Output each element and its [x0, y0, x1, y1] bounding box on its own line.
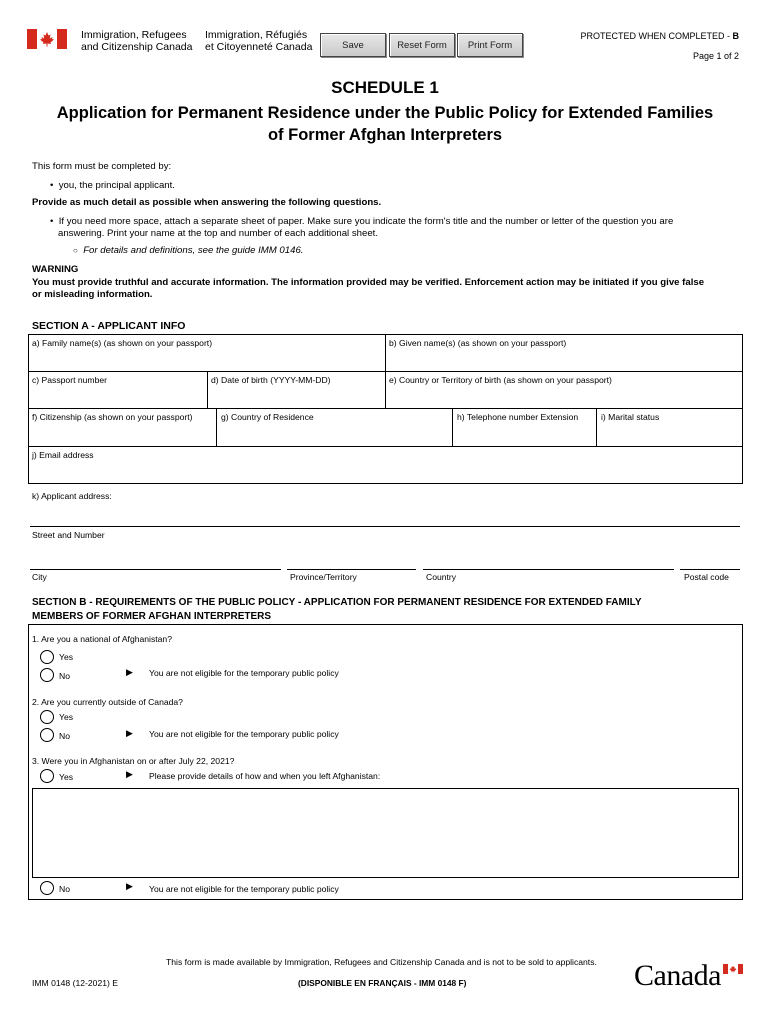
bullet-guide: ○ For details and definitions, see the guide IMM 0146. — [73, 245, 304, 256]
q3-no-radio[interactable] — [40, 881, 54, 895]
bullet-principal: • you, the principal applicant. — [50, 180, 175, 191]
q1-no-radio[interactable] — [40, 668, 54, 682]
form-id: IMM 0148 (12-2021) E — [32, 978, 118, 988]
q1-yes-label: Yes — [59, 652, 74, 662]
arrow-icon: ▶ — [126, 728, 133, 738]
q3-provide-details: Please provide details of how and when you left Afghanistan: — [149, 771, 381, 781]
street-field[interactable]: Street and Number — [32, 530, 105, 540]
q3-yes-radio[interactable] — [40, 769, 54, 783]
country-of-birth-field[interactable]: e) Country or Territory of birth (as shown on your passport) — [389, 375, 612, 385]
q3-no-label: No — [59, 884, 70, 894]
province-field[interactable]: Province/Territory — [290, 572, 357, 582]
q1-no-label: No — [59, 671, 70, 681]
question-3: 3. Were you in Afghanistan on or after July 22, 2021? — [32, 756, 235, 766]
footer-notice: This form is made available by Immigration, Refugees and Citizenship Canada and is not to be sold to applicants. — [166, 957, 597, 967]
postal-line — [680, 569, 740, 570]
question-1: 1. Are you a national of Afghanistan? — [32, 634, 172, 644]
warning-title: WARNING — [32, 264, 79, 275]
q3-yes-label: Yes — [59, 772, 74, 782]
french-available: (DISPONIBLE EN FRANÇAIS - IMM 0148 F) — [298, 978, 467, 988]
q1-yes-radio[interactable] — [40, 650, 54, 664]
postal-code-field[interactable]: Postal code — [684, 572, 729, 582]
q3-details-textarea[interactable] — [32, 788, 739, 878]
print-form-button[interactable]: Print Form — [457, 33, 523, 57]
arrow-icon: ▶ — [126, 769, 133, 779]
passport-number-field[interactable]: c) Passport number — [32, 375, 107, 385]
country-line — [423, 569, 674, 570]
country-of-residence-field[interactable]: g) Country of Residence — [221, 412, 314, 422]
q2-no-radio[interactable] — [40, 728, 54, 742]
protected-label: PROTECTED WHEN COMPLETED - B — [580, 31, 739, 41]
q2-no-label: No — [59, 731, 70, 741]
schedule-title: SCHEDULE 1 — [331, 78, 439, 97]
q3-not-eligible: You are not eligible for the temporary public policy — [149, 884, 339, 894]
reset-form-button[interactable]: Reset Form — [389, 33, 455, 57]
date-of-birth-field[interactable]: d) Date of birth (YYYY-MM-DD) — [211, 375, 331, 385]
question-2: 2. Are you currently outside of Canada? — [32, 697, 183, 707]
department-name-fr: Immigration, Réfugiés et Citoyenneté Canada — [205, 29, 313, 53]
citizenship-field[interactable]: f) Citizenship (as shown on your passport) — [32, 412, 193, 422]
section-b-title: SECTION B - REQUIREMENTS OF THE PUBLIC POLICY - APPLICATION FOR PERMANENT RESIDENCE FOR EXTENDED FAMILY MEMBERS OF FORMER AFGHAN INTERPRETERS — [32, 597, 642, 622]
applicant-address-label: k) Applicant address: — [32, 491, 112, 501]
arrow-icon: ▶ — [126, 667, 133, 677]
q1-not-eligible: You are not eligible for the temporary public policy — [149, 668, 339, 678]
city-field[interactable]: City — [32, 572, 47, 582]
wordmark-flag-icon — [723, 964, 743, 974]
q2-yes-radio[interactable] — [40, 710, 54, 724]
telephone-field[interactable]: h) Telephone number Extension — [457, 412, 579, 422]
q2-not-eligible: You are not eligible for the temporary public policy — [149, 729, 339, 739]
form-title: Application for Permanent Residence under the Public Policy for Extended Families of Former Afghan Interpreters — [56, 104, 714, 144]
province-line — [287, 569, 416, 570]
warning-text: You must provide truthful and accurate information. The information provided may be verified. Enforcement action may be initiated if you give false or misleading information. — [32, 277, 705, 300]
detail-instruction: Provide as much detail as possible when answering the following questions. — [32, 197, 382, 208]
arrow-icon: ▶ — [126, 881, 133, 891]
completed-by: This form must be completed by: — [32, 161, 172, 172]
bullet-more-space: • If you need more space, attach a separate sheet of paper. Make sure you indicate the form's title and the number or letter of the question you are answering. Print your name at the top and number of each additional sheet. — [50, 216, 674, 239]
q2-yes-label: Yes — [59, 712, 74, 722]
street-line — [30, 526, 740, 527]
canada-flag-icon — [27, 29, 67, 49]
city-line — [30, 569, 281, 570]
canada-wordmark: Canada — [634, 961, 746, 993]
family-name-field[interactable]: a) Family name(s) (as shown on your passport) — [32, 338, 213, 348]
page-number: Page 1 of 2 — [692, 51, 739, 61]
save-button[interactable]: Save — [320, 33, 386, 57]
email-field[interactable]: j) Email address — [32, 450, 94, 460]
country-field[interactable]: Country — [426, 572, 457, 582]
given-name-field[interactable]: b) Given name(s) (as shown on your passport) — [389, 338, 567, 348]
section-a-title: SECTION A - APPLICANT INFO — [32, 320, 186, 332]
marital-status-field[interactable]: i) Marital status — [601, 412, 660, 422]
department-name-en: Immigration, Refugees and Citizenship Canada — [81, 29, 193, 53]
